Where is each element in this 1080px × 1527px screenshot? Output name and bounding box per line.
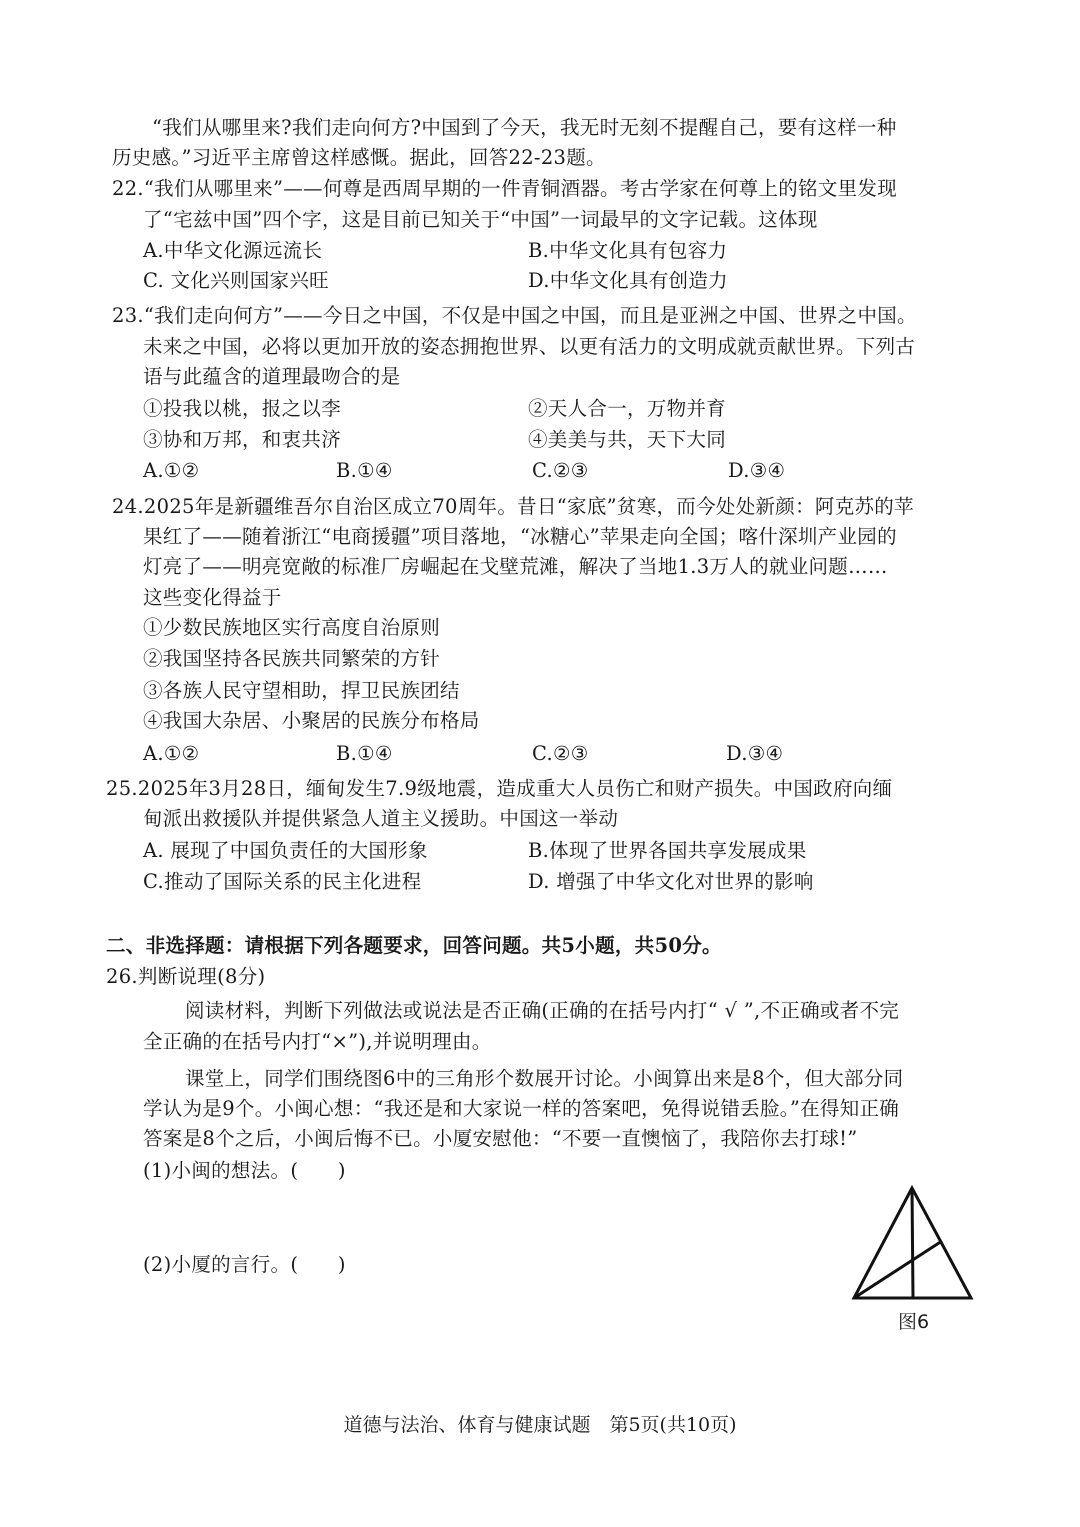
q22-stem-line-2: 了“宅兹中国”四个字，这是目前已知关于“中国”一词最早的文字记载。这体现 xyxy=(143,208,818,231)
q23-option-b[interactable]: B.①④ xyxy=(336,459,393,482)
median-line xyxy=(912,1188,913,1298)
q24-option-d[interactable]: D.③④ xyxy=(726,742,784,765)
page-footer: 道德与法治、体育与健康试题 第5页(共10页) xyxy=(343,1414,737,1436)
q22-stem-line-1: 22.“我们从哪里来”——何尊是西周早期的一件青铜酒器。考古学家在何尊上的铭文里发现 xyxy=(112,177,898,200)
q25-stem-line-2: 甸派出救援队并提供紧急人道主义援助。中国这一举动 xyxy=(143,807,619,830)
q24-item-3: ③各族人民守望相助，捍卫民族团结 xyxy=(143,679,460,702)
q24-stem-line-3: 灯亮了——明亮宽敞的标准厂房崛起在戈壁荒滩，解决了当地1.3万人的就业问题…… xyxy=(143,555,888,578)
q22-option-b[interactable]: B.中华文化具有包容力 xyxy=(528,239,728,262)
q25-option-b[interactable]: B.体现了世界各国共享发展成果 xyxy=(528,839,807,862)
intro-line-1: “我们从哪里来?我们走向何方?中国到了今天，我无时无刻不提醒自己，要有这样一种 xyxy=(152,116,897,139)
section-2-heading: 二、非选择题：请根据下列各题要求，回答问题。共5小题，共50分。 xyxy=(106,934,722,957)
q22-option-c[interactable]: C. 文化兴则国家兴旺 xyxy=(143,269,329,292)
q22-option-d[interactable]: D.中华文化具有创造力 xyxy=(528,269,728,292)
q26-title: 26.判断说理(8分) xyxy=(106,965,266,988)
q24-stem-line-2: 果红了——随着浙江“电商援疆”项目落地，“冰糖心”苹果走向全国；喀什深圳产业园的 xyxy=(143,525,897,548)
q25-option-a[interactable]: A. 展现了中国负责任的大国形象 xyxy=(143,839,428,862)
figure-6-triangle xyxy=(850,1185,975,1303)
q24-item-4: ④我国大杂居、小聚居的民族分布格局 xyxy=(143,709,480,732)
q24-option-a[interactable]: A.①② xyxy=(143,742,200,765)
q26-material-line-3: 答案是8个之后，小闽后悔不已。小厦安慰他：“不要一直懊恼了，我陪你去打球!” xyxy=(143,1127,858,1150)
q23-option-d[interactable]: D.③④ xyxy=(728,459,786,482)
q26-subquestion-1[interactable]: (1)小闽的想法。( ) xyxy=(143,1159,346,1182)
q23-stem-line-1: 23.“我们走向何方”——今日之中国，不仅是中国之中国，而且是亚洲之中国、世界之中国。 xyxy=(112,304,917,327)
q23-stem-line-2: 未来之中国，必将以更加开放的姿态拥抱世界、以更有活力的文明成就贡献世界。下列古 xyxy=(143,335,916,358)
q24-item-2: ②我国坚持各民族共同繁荣的方针 xyxy=(143,647,441,670)
q24-option-c[interactable]: C.②③ xyxy=(532,742,589,765)
q26-material-line-2: 学认为是9个。小闽心想：“我还是和大家说一样的答案吧，免得说错丢脸。”在得知正确 xyxy=(143,1097,900,1120)
q25-option-d[interactable]: D. 增强了中华文化对世界的影响 xyxy=(528,870,814,893)
q23-option-a[interactable]: A.①② xyxy=(143,459,200,482)
q26-material-line-1: 课堂上，同学们围绕图6中的三角形个数展开讨论。小闽算出来是8个，但大部分同 xyxy=(185,1067,904,1090)
q26-instruction-line-1: 阅读材料，判断下列做法或说法是否正确(正确的在括号内打“ √ ”,不正确或者不完 xyxy=(185,999,900,1022)
q24-item-1: ①少数民族地区实行高度自治原则 xyxy=(143,616,441,639)
q23-item-4: ④美美与共，天下大同 xyxy=(528,428,727,451)
q23-stem-line-3: 语与此蕴含的道理最吻合的是 xyxy=(143,365,401,388)
q26-subquestion-2[interactable]: (2)小厦的言行。( ) xyxy=(143,1253,346,1276)
q24-stem-line-1: 24.2025年是新疆维吾尔自治区成立70周年。昔日“家底”贫寒，而今处处新颜：阿克苏的苹 xyxy=(112,495,914,518)
q23-item-2: ②天人合一，万物并育 xyxy=(528,397,727,420)
q24-option-b[interactable]: B.①④ xyxy=(336,742,393,765)
cevian-line xyxy=(854,1241,942,1298)
q23-item-3: ③协和万邦，和衷共济 xyxy=(143,428,342,451)
q26-instruction-line-2: 全正确的在括号内打“×”),并说明理由。 xyxy=(143,1030,492,1053)
q25-option-c[interactable]: C.推动了国际关系的民主化进程 xyxy=(143,870,422,893)
q24-stem-line-4: 这些变化得益于 xyxy=(143,586,282,609)
intro-line-2: 历史感。”习近平主席曾这样感慨。据此，回答22-23题。 xyxy=(112,146,606,169)
q25-stem-line-1: 25.2025年3月28日，缅甸发生7.9级地震，造成重大人员伤亡和财产损失。中国政府向缅 xyxy=(106,777,893,800)
q22-option-a[interactable]: A.中华文化源远流长 xyxy=(143,239,323,262)
q23-option-c[interactable]: C.②③ xyxy=(532,459,589,482)
q23-item-1: ①投我以桃，报之以李 xyxy=(143,397,342,420)
figure-caption: 图6 xyxy=(898,1311,930,1333)
